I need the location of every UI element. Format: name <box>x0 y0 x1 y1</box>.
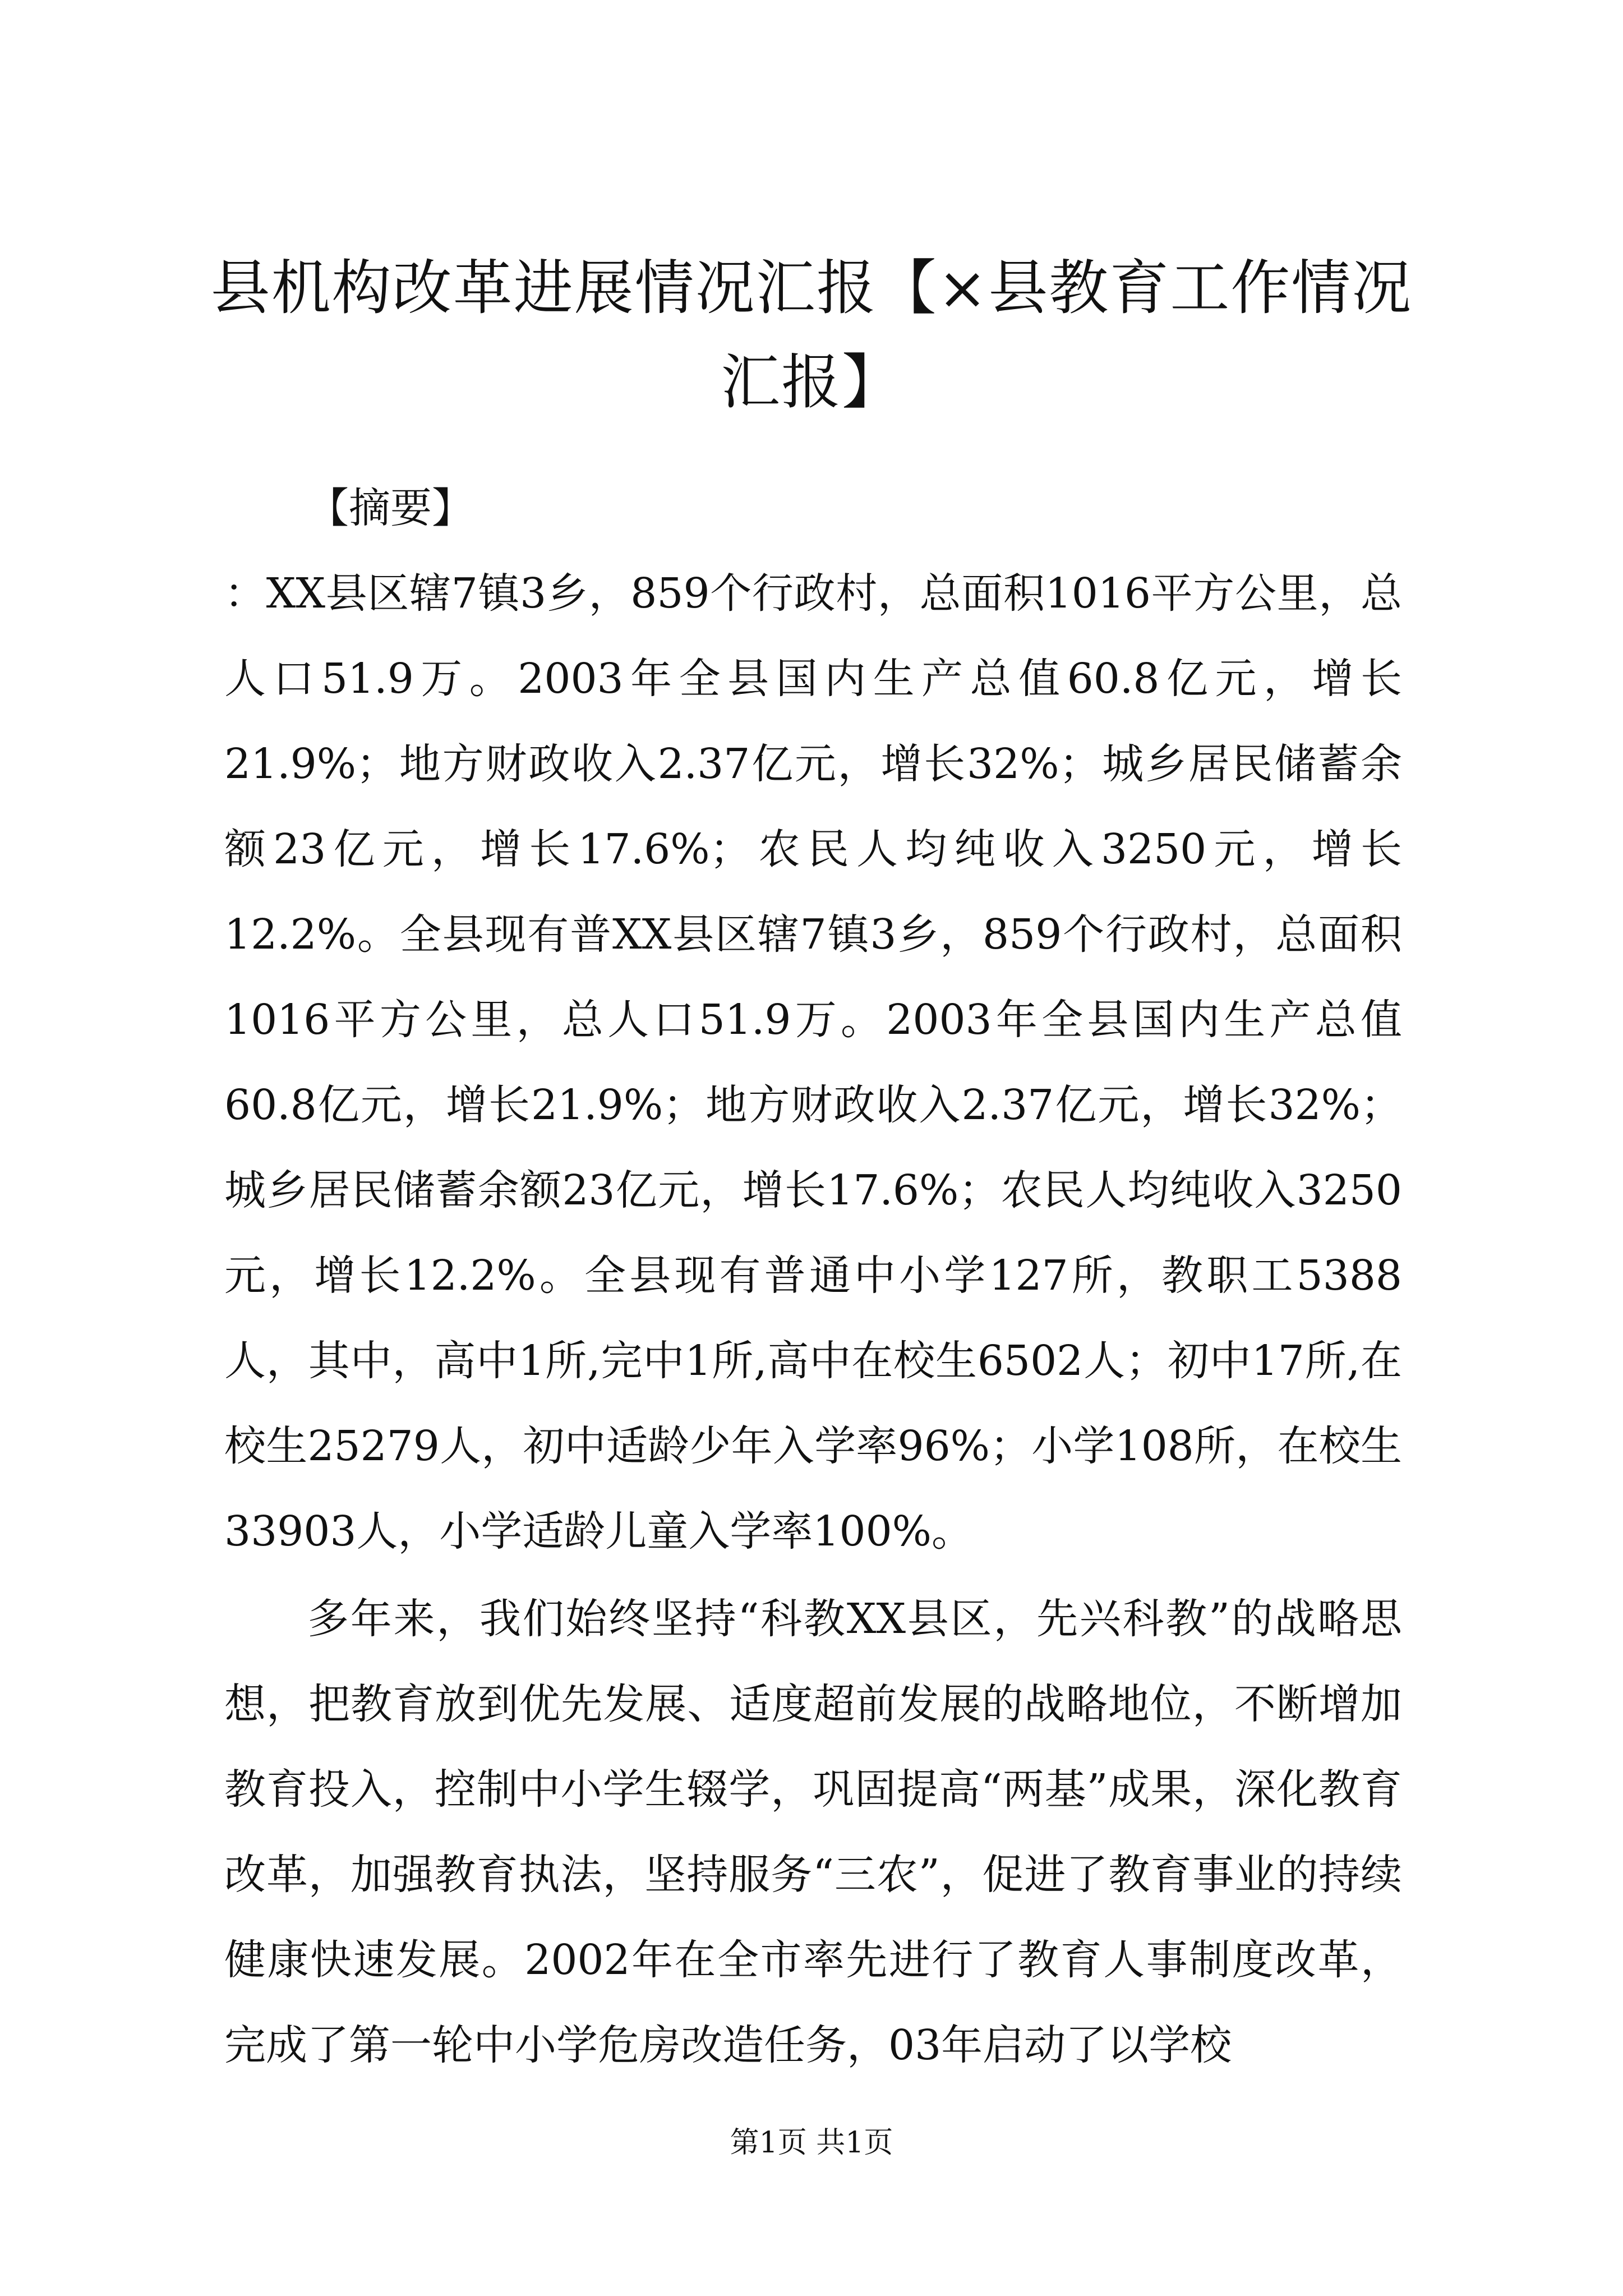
paragraph-2: 多年来，我们始终坚持“科教XX县区，先兴科教”的战略思想，把教育放到优先发展、适度超前发展的战略地位，不断增加教育投入，控制中小学生辍学，巩固提高“两基”成果，深化教育改革，加强教育执法，坚持服务“三农”，促进了教育事业的持续健康快速发展。2002年在全市率先进行了教育人事制度改革，完成了第一轮中小学危房改造任务，03年启动了以学校 <box>224 1595 1402 2069</box>
document-title: 县机构改革进展情况汇报【×县教育工作情况汇报】 <box>210 254 1413 417</box>
document-body <box>224 466 1402 2088</box>
abstract-label: 【摘要】 <box>307 484 473 532</box>
paragraph-1: ：XX县区辖7镇3乡，859个行政村，总面积1016平方公里，总人口51.9万。2003年全县国内生产总值60.8亿元，增长21.9%；地方财政收入2.37亿元，增长32%；城乡居民储蓄余额23亿元，增长17.6%；农民人均纯收入3250元，增长12.2%。全县现有普XX县区辖7镇3乡，859个行政村，总面积1016平方公里，总人口51.9万。2003年全县国内生产总值60.8亿元，增长21.9%；地方财政收入2.37亿元，增长32%；城乡居民储蓄余额23亿元，增长17.6%；农民人均纯收入3250元，增长12.2%。全县现有普通中小学127所，教职工5388人，其中，高中1所,完中1所,高中在校生6502人；初中17所,在校生25279人，初中适龄少年入学率96%；小学108所，在校生33903人，小学适龄儿童入学率100%。 <box>224 569 1402 1556</box>
page-footer: 第1页 共1页 <box>730 2126 893 2160</box>
